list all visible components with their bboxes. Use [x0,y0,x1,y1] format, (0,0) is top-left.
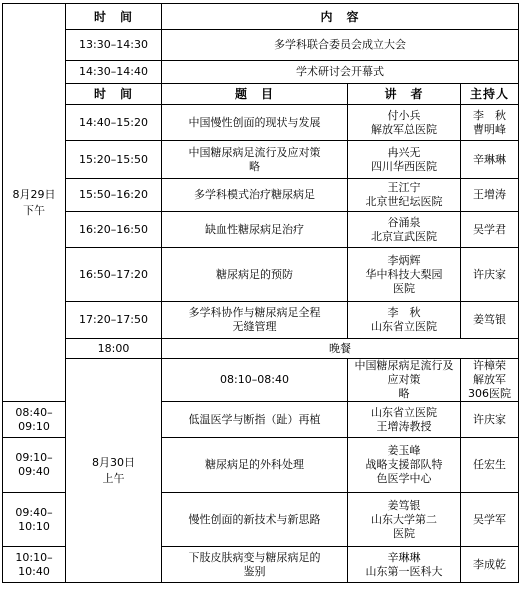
talk-topic: 糖尿病足的预防 [162,248,348,302]
talk-time: 16:50–17:20 [66,248,162,302]
talk-topic: 下肢皮肤病变与糖尿病足的 鉴别 [162,547,348,583]
talk-time: 15:20–15:50 [66,141,162,179]
table-row [3,30,519,61]
talk-speaker: 辛琳琳 山东第一医科大 [348,547,461,583]
talk-topic: 中国慢性创面的现状与发展 [162,105,348,141]
table-row [3,179,519,212]
talk-speaker: 姜笃银 山东大学第二 医院 [348,493,461,547]
table-header-row [3,4,519,30]
talk-host: 许庆家 [461,402,519,438]
content-column-header: 内 容 [162,4,519,30]
talk-speaker: 付小兵 解放军总医院 [348,105,461,141]
table-row [3,359,519,402]
talk-host: 王增涛 [461,179,519,212]
talk-speaker: 冉兴无 四川华西医院 [348,141,461,179]
subheader-speaker: 讲 者 [348,84,461,105]
talk-host: 李成乾 [461,547,519,583]
talk-topic: 中国糖尿病足流行及应对策 略 [348,359,461,402]
talk-time: 08:40–09:10 [3,402,66,438]
talk-speaker: 许樟荣 解放军 306医院 [461,359,519,402]
day1-label: 8月29日 下午 [3,4,66,402]
talk-time: 17:20–17:50 [66,302,162,339]
table-row [3,212,519,248]
talk-topic: 中国糖尿病足流行及应对策 略 [162,141,348,179]
talk-topic: 糖尿病足的外科处理 [162,438,348,493]
talk-speaker: 王江宁 北京世纪坛医院 [348,179,461,212]
time-column-header: 时 间 [66,4,162,30]
talk-speaker: 李炳辉 华中科技大梨园 医院 [348,248,461,302]
table-row [3,61,519,84]
talk-time: 09:40–10:10 [3,493,66,547]
dinner-time: 18:00 [66,339,162,359]
talk-host: 许庆家 [461,248,519,302]
talk-host: 任宏生 [461,438,519,493]
table-row [3,105,519,141]
session-time: 13:30–14:30 [66,30,162,61]
talk-time: 09:10–09:40 [3,438,66,493]
talk-topic: 慢性创面的新技术与新思路 [162,493,348,547]
talk-topic: 多学科模式治疗糖尿病足 [162,179,348,212]
subheader-host: 主持人 [461,84,519,105]
talk-time: 16:20–16:50 [66,212,162,248]
talk-time: 14:40–15:20 [66,105,162,141]
talk-topic: 缺血性糖尿病足治疗 [162,212,348,248]
table-row [3,248,519,302]
talk-host: 辛琳琳 [461,141,519,179]
session-content: 学术研讨会开幕式 [162,61,519,84]
talk-speaker: 谷涌泉 北京宣武医院 [348,212,461,248]
session-content: 多学科联合委员会成立大会 [162,30,519,61]
talk-topic: 多学科协作与糖尿病足全程 无缝管理 [162,302,348,339]
talk-host: 吴学军 [461,493,519,547]
talk-speaker: 李 秋 山东省立医院 [348,302,461,339]
session-time: 14:30–14:40 [66,61,162,84]
talk-time: 10:10–10:40 [3,547,66,583]
talk-speaker: 姜玉峰 战略支援部队特 色医学中心 [348,438,461,493]
talk-speaker: 山东省立医院 王增涛教授 [348,402,461,438]
dinner-row [3,339,519,359]
subheader-time: 时 间 [66,84,162,105]
dinner-label: 晚餐 [162,339,519,359]
table-row [3,302,519,339]
talk-host: 姜笃银 [461,302,519,339]
day2-label: 8月30日 上午 [66,359,162,583]
talk-host: 吴学君 [461,212,519,248]
talk-host: 李 秋 曹明峰 [461,105,519,141]
table-subheader-row [3,84,519,105]
talk-topic: 低温医学与断指（趾）再植 [162,402,348,438]
subheader-topic: 题 目 [162,84,348,105]
schedule-table [2,3,519,583]
talk-time: 08:10–08:40 [162,359,348,402]
talk-time: 15:50–16:20 [66,179,162,212]
table-row [3,141,519,179]
